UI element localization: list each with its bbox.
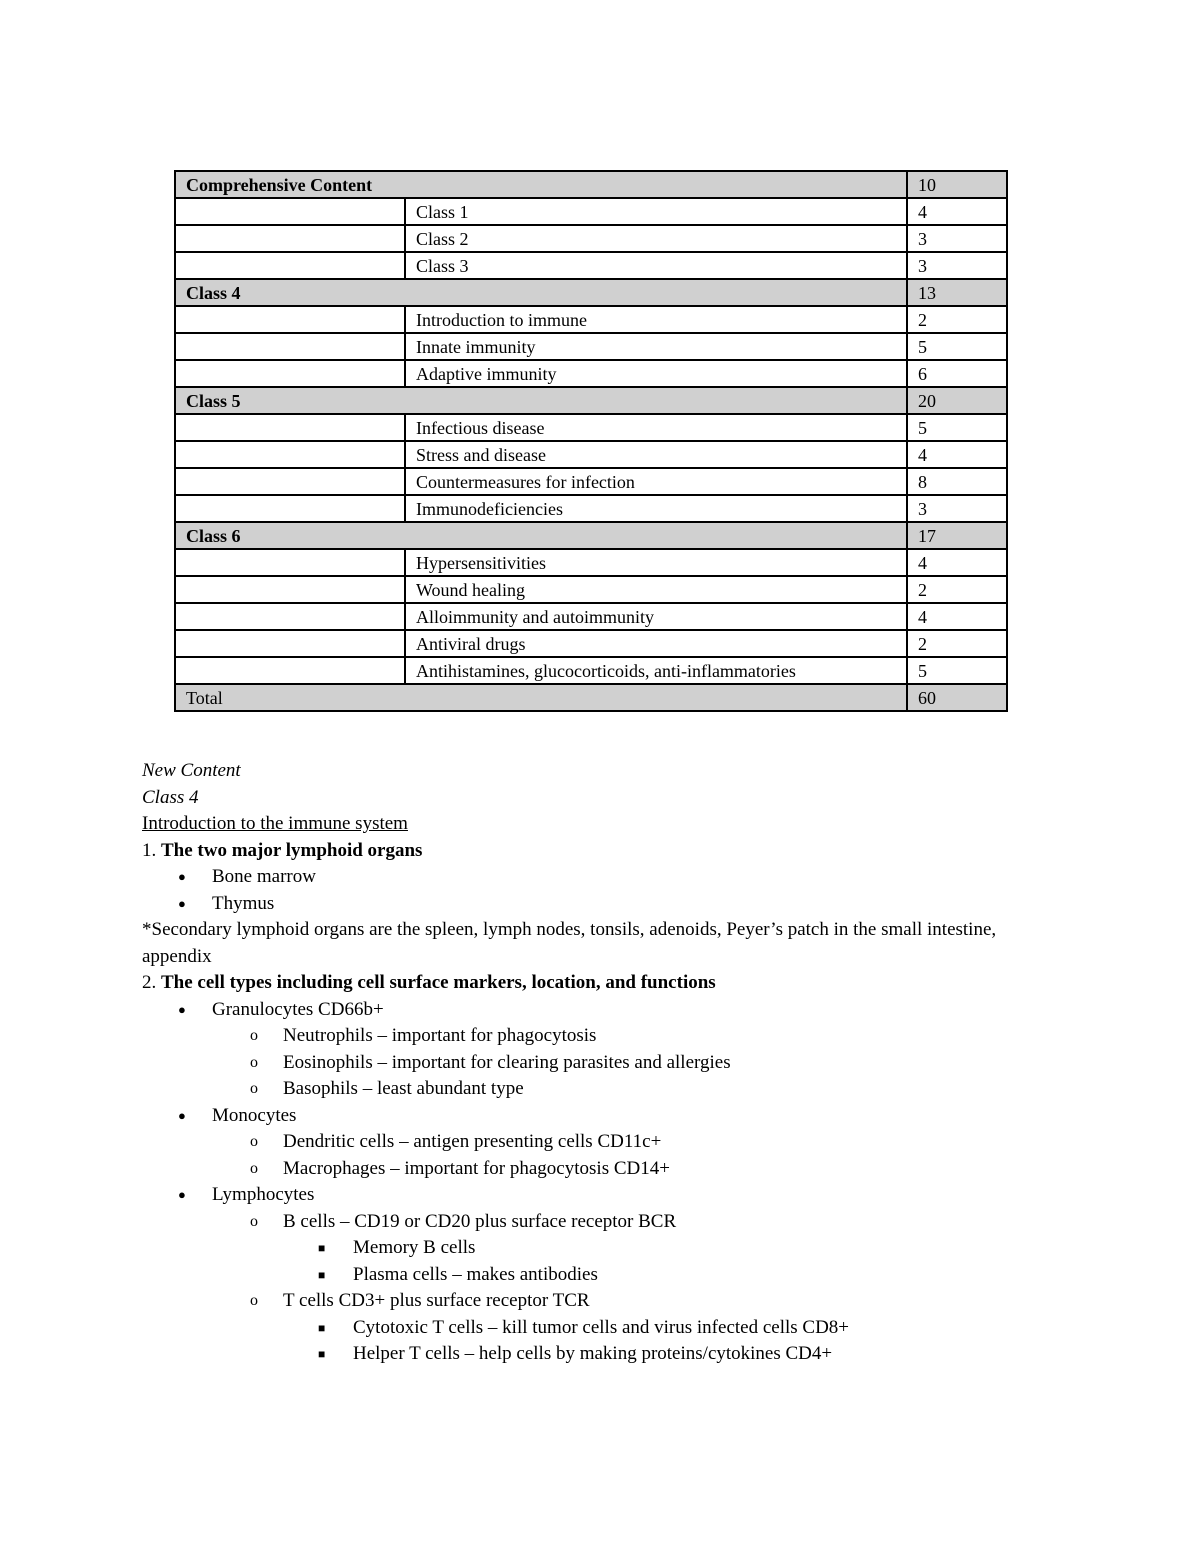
empty-cell [175,306,405,333]
empty-cell [175,603,405,630]
list-item-text: Eosinophils – important for clearing parasites and allergies [283,1051,731,1073]
table-row [175,630,1007,657]
question-2-heading [142,970,1042,997]
list-item-text: Memory B cells [353,1237,476,1258]
empty-cell [175,198,405,225]
list-item-text: Bone marrow [212,866,316,887]
list-item [142,1288,1042,1315]
list-item [142,1050,1042,1077]
table-row [175,684,1007,711]
list-item [142,1341,1042,1368]
list-item-text: Macrophages – important for phagocytosis CD14+ [283,1157,670,1179]
content-weight-table [174,170,1008,712]
cell-type-list [142,997,1042,1368]
table-row [175,225,1007,252]
question-heading: The two major lymphoid organs [161,839,423,861]
table-row [175,441,1007,468]
value-cell: 4 [907,603,1007,630]
table-row [175,306,1007,333]
topic-label-cell: Class 1 [405,198,907,225]
list-item [142,1315,1042,1342]
bullet-marker: o [250,1159,258,1177]
list-item-text: Monocytes [212,1104,297,1126]
value-cell: 10 [907,171,1007,198]
list-item [142,1262,1042,1289]
empty-cell [175,225,405,252]
list-item [142,1023,1042,1050]
list-item-text: Dendritic cells – antigen presenting cells CD11c+ [283,1131,662,1152]
topic-label-cell: Adaptive immunity [405,360,907,387]
table-row [175,576,1007,603]
value-cell: 20 [907,387,1007,414]
topic-label-cell: Alloimmunity and autoimmunity [405,603,907,630]
bullet-marker: o [250,1133,258,1150]
value-cell: 6 [907,360,1007,387]
topic-label-cell: Class 2 [405,225,907,252]
table-row [175,603,1007,630]
list-item-text: Granulocytes CD66b+ [212,998,384,1020]
secondary-organs-note: *Secondary lymphoid organs are the spleen, lymph nodes, tonsils, adenoids, Peyer’s patch in the small intestine, appendix [142,919,997,967]
table-row [175,333,1007,360]
list-item-text: Lymphocytes [212,1184,315,1205]
bullet-marker: ● [178,1107,186,1123]
table-row [175,549,1007,576]
empty-cell [175,630,405,657]
list-item [142,864,1042,891]
topic-label-cell: Introduction to immune [405,306,907,333]
section-title: New Content [142,760,241,781]
table-row [175,198,1007,225]
topic-label-cell: Immunodeficiencies [405,495,907,522]
value-cell: 13 [907,279,1007,306]
list-item [142,1076,1042,1103]
topic-label-cell: Countermeasures for infection [405,468,907,495]
list-item [142,1182,1042,1209]
value-cell: 8 [907,468,1007,495]
table-row [175,387,1007,414]
empty-cell [175,495,405,522]
topic-label-cell: Antihistamines, glucocorticoids, anti-inflammatories [405,657,907,684]
bullet-marker: o [250,1027,258,1044]
topic-title: Introduction to the immune system [142,813,408,834]
table-body [175,171,1007,711]
section-label-cell: Class 4 [175,279,907,306]
question-number: 2. [142,972,157,993]
table-row [175,171,1007,198]
bullet-marker: ■ [318,1347,326,1361]
bullet-marker: o [250,1212,258,1230]
list-item-text: Plasma cells – makes antibodies [353,1263,598,1285]
bullet-marker: ● [178,1001,186,1017]
bullet-marker: o [250,1053,258,1071]
bullet-marker: ● [178,869,186,884]
section-label-cell: Comprehensive Content [175,171,907,198]
bullet-marker: ● [178,895,186,911]
value-cell: 5 [907,333,1007,360]
table-row [175,468,1007,495]
question-number: 1. [142,839,157,861]
class-title: Class 4 [142,786,199,808]
notes-body [142,758,1042,1368]
value-cell: 2 [907,576,1007,603]
table-row [175,495,1007,522]
list-item [142,1129,1042,1156]
table-row [175,522,1007,549]
table-row [175,252,1007,279]
value-cell: 3 [907,225,1007,252]
list-item-text: T cells CD3+ plus surface receptor TCR [283,1290,590,1311]
empty-cell [175,252,405,279]
list-item-text: Basophils – least abundant type [283,1078,524,1099]
empty-cell [175,468,405,495]
value-cell: 4 [907,441,1007,468]
bullet-marker: ■ [318,1267,326,1282]
topic-label-cell: Stress and disease [405,441,907,468]
topic-label-cell: Class 3 [405,252,907,279]
empty-cell [175,657,405,684]
value-cell: 4 [907,549,1007,576]
bullet-marker: ■ [318,1241,326,1255]
value-cell: 17 [907,522,1007,549]
topic-label-cell: Infectious disease [405,414,907,441]
total-label-cell: Total [175,684,907,711]
section-label-cell: Class 5 [175,387,907,414]
value-cell: 2 [907,630,1007,657]
empty-cell [175,549,405,576]
list-item [142,1209,1042,1236]
value-cell: 2 [907,306,1007,333]
bullet-marker: o [250,1292,258,1309]
empty-cell [175,441,405,468]
list-item-text: Thymus [212,892,275,914]
value-cell: 3 [907,495,1007,522]
table-row [175,414,1007,441]
topic-label-cell: Antiviral drugs [405,630,907,657]
list-item-text: B cells – CD19 or CD20 plus surface receptor BCR [283,1210,677,1232]
value-cell: 3 [907,252,1007,279]
value-cell: 5 [907,414,1007,441]
topic-label-cell: Wound healing [405,576,907,603]
list-item [142,1235,1042,1262]
empty-cell [175,360,405,387]
bullet-marker: ● [178,1187,186,1202]
empty-cell [175,414,405,441]
list-item [142,891,1042,918]
list-item [142,1156,1042,1183]
topic-label-cell: Innate immunity [405,333,907,360]
value-cell: 5 [907,657,1007,684]
bullet-marker: o [250,1080,258,1097]
empty-cell [175,333,405,360]
topic-label-cell: Hypersensitivities [405,549,907,576]
question-heading: The cell types including cell surface markers, location, and functions [161,972,716,993]
table-row [175,360,1007,387]
value-cell: 4 [907,198,1007,225]
lymphoid-organ-list [142,864,1042,917]
table-row [175,279,1007,306]
section-label-cell: Class 6 [175,522,907,549]
list-item [142,1103,1042,1130]
bullet-marker: ■ [318,1320,326,1335]
question-1-heading [142,838,1042,865]
empty-cell [175,576,405,603]
list-item-text: Cytotoxic T cells – kill tumor cells and virus infected cells CD8+ [353,1316,850,1338]
list-item-text: Helper T cells – help cells by making proteins/cytokines CD4+ [353,1343,833,1364]
list-item-text: Neutrophils – important for phagocytosis [283,1025,597,1046]
value-cell: 60 [907,684,1007,711]
list-item [142,997,1042,1024]
table-row [175,657,1007,684]
